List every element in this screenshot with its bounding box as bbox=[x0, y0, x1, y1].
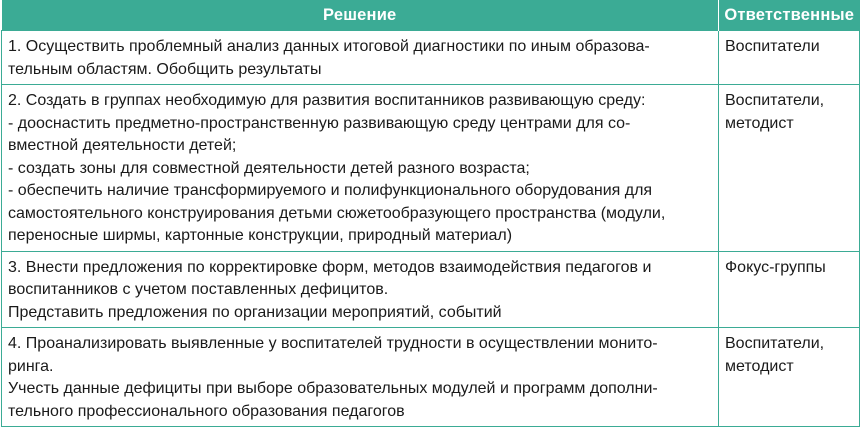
decisions-table bbox=[1, 0, 860, 427]
solution-cell bbox=[2, 31, 719, 85]
table-row bbox=[2, 328, 860, 427]
text-line: 4. Проанализировать выявленные у воспитателей трудности в осуществлении монито- bbox=[8, 335, 658, 352]
header-responsible: Ответственные bbox=[719, 0, 860, 31]
text-line: - обеспечить наличие трансформируемого и полифункционального оборудования для bbox=[8, 182, 653, 199]
text-line: самостоятельного конструирования детьми сюжетообразующего пространства (модули, bbox=[8, 204, 666, 222]
solution-cell bbox=[2, 251, 719, 328]
text-line: 1. Осуществить проблемный анализ данных итоговой диагностики по иным образова- bbox=[8, 38, 650, 55]
responsible-line: методист bbox=[725, 357, 794, 375]
responsible-cell bbox=[719, 31, 860, 85]
responsible-line: Воспитатели, bbox=[725, 92, 825, 109]
text-line: 3. Внести предложения по корректировке форм, методов взаимодействия педагогов и bbox=[8, 258, 652, 276]
table-row bbox=[2, 251, 860, 328]
text-line: вместной деятельности детей; bbox=[8, 137, 237, 154]
header-solution: Решение bbox=[2, 0, 719, 31]
responsible-line: Воспитатели bbox=[725, 38, 820, 55]
text-line: ринга. bbox=[8, 357, 54, 375]
solution-cell bbox=[2, 85, 719, 252]
text-line: - дооснастить предметно-пространственную развивающую среду центрами для со- bbox=[8, 114, 631, 132]
solution-cell bbox=[2, 328, 719, 427]
text-line: тельного профессионального образования педагогов bbox=[8, 402, 405, 420]
text-line: 2. Создать в группах необходимую для развития воспитанников развивающую среду: bbox=[8, 92, 646, 109]
responsible-cell bbox=[719, 328, 860, 427]
table-row bbox=[2, 31, 860, 85]
text-line: Учесть данные дефициты при выборе образовательных модулей и программ дополни- bbox=[8, 380, 658, 397]
responsible-line: Воспитатели, bbox=[725, 335, 825, 352]
table-row bbox=[2, 85, 860, 252]
text-line: - создать зоны для совместной деятельности детей разного возраста; bbox=[8, 159, 530, 177]
text-line: переносные ширмы, картонные конструкции, природный материал) bbox=[8, 227, 513, 244]
responsible-line: методист bbox=[725, 114, 794, 132]
text-line: воспитанников с учетом поставленных дефицитов. bbox=[8, 281, 389, 298]
responsible-line: Фокус-группы bbox=[725, 258, 826, 276]
text-line: Представить предложения по организации мероприятий, событий bbox=[8, 303, 502, 321]
header-row bbox=[2, 0, 860, 31]
text-line: тельным областям. Обобщить результаты bbox=[8, 60, 322, 78]
responsible-cell bbox=[719, 85, 860, 252]
responsible-cell bbox=[719, 251, 860, 328]
